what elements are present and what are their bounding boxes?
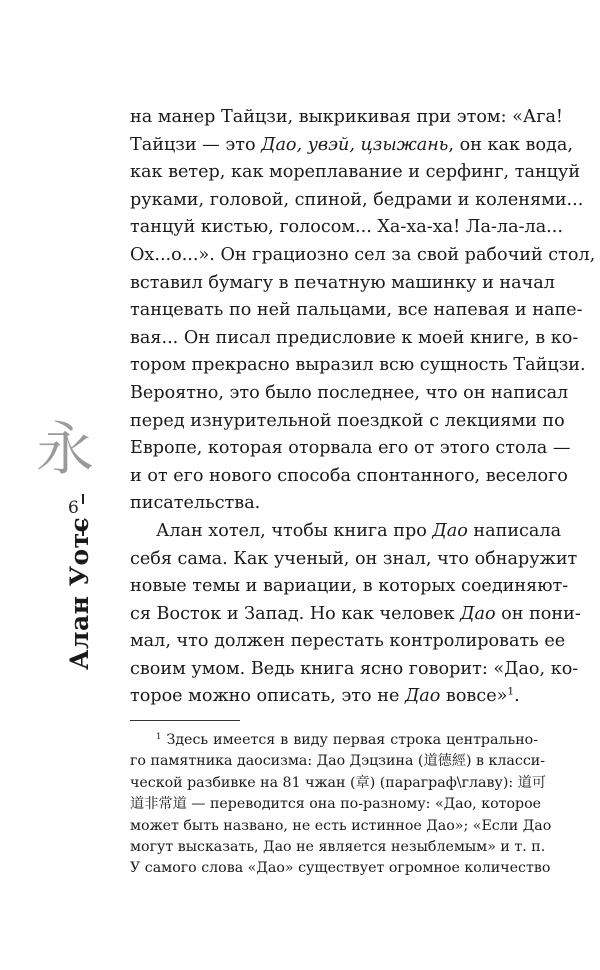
text-line: и от его нового способа спонтанного, веселого <box>130 465 568 486</box>
text-line: Вероятно, это было последнее, что он написал <box>130 382 569 403</box>
footnote-marker: 1 <box>156 731 162 742</box>
italic-term: Дао <box>404 686 441 707</box>
text-line: танцевать по ней пальцами, все напевая и напе- <box>130 300 583 321</box>
italic-term: Дао <box>460 603 496 624</box>
paragraph-2 <box>130 518 581 711</box>
text-line: Тайцзи — это Дао, увэй, цзыжань, он как вода, <box>130 134 573 155</box>
italic-term: Дао <box>432 520 468 541</box>
page-number: 6 <box>68 498 79 518</box>
text-line: на манер Тайцзи, выкрикивая при этом: «Ага! <box>130 107 564 127</box>
italic-term: Дао, увэй, цзыжань <box>261 134 449 155</box>
paragraph-1 <box>130 104 596 518</box>
text-line: как ветер, как мореплавание и серфинг, танцуй <box>130 162 581 183</box>
text-line: руками, головой, спиной, бедрами и коленями... <box>130 189 584 210</box>
footnote-line: может быть названо, не есть истинное Дао»; «Если Дао <box>130 817 552 834</box>
divider-rule <box>82 494 84 504</box>
footnote-marker: 1 <box>507 686 515 699</box>
text-line: ся Восток и Запад. Но как человек Дао он пони- <box>130 603 581 624</box>
footnote-line: У самого слова «Дао» существует огромное количество <box>130 860 551 877</box>
text-line: тором прекрасно выразил всю сущность Тайцзи. <box>130 355 586 376</box>
footnote-line: 道非常道 — переводится она по-разному: «Дао, которое <box>130 796 542 813</box>
footnote-line: го памятника даосизма: Дао Дэцзина (道德經) в класси- <box>130 753 546 770</box>
text-line: танцуй кистью, голосом... Ха-ха-ха! Ла-ла-ла... <box>130 217 563 238</box>
text-line: перед изнурительной поездкой с лекциями по <box>130 410 565 431</box>
text-line: писательства. <box>130 493 261 514</box>
footnote-line: ческой разбивке на 81 чжан (章) (параграф\главу): 道可 <box>130 774 547 791</box>
text-line: вая... Он писал предисловие к моей книге, в ко- <box>130 327 579 348</box>
text-line: своим умом. Ведь книга ясно говорит: «Дао, ко- <box>130 658 579 679</box>
footnote <box>130 730 552 880</box>
main-text <box>130 104 596 711</box>
hanzi-eternity-glyph: 永 <box>36 415 95 483</box>
text-line: торое можно описать, это не Дао вовсе»$^1$. <box>130 686 520 707</box>
text-line: мал, что должен перестать контролировать ее <box>130 631 566 652</box>
text-line: Ох...о...». Он грациозно сел за свой рабочий стол, <box>130 244 596 265</box>
text-line: вставил бумагу в печатную машинку и начал <box>130 272 555 293</box>
text-line: новые темы и вариации, в которых соединяют- <box>130 576 569 597</box>
text-line: Алан хотел, чтобы книга про Дао написала <box>156 520 562 541</box>
running-head <box>20 415 120 680</box>
text-line: Европе, которая оторвала его от этого стола — <box>130 438 571 459</box>
footnote-line: $^1$ Здесь имеется в виду первая строка центрально- <box>156 731 538 748</box>
author-name: Алан Уотс <box>65 516 94 670</box>
footnote-separator <box>130 720 240 721</box>
footnote-line: могут высказать, Дао не является незыблемым» и т. п. <box>130 839 546 856</box>
text-line: себя сама. Как ученый, он знал, что обнаружит <box>130 548 578 569</box>
